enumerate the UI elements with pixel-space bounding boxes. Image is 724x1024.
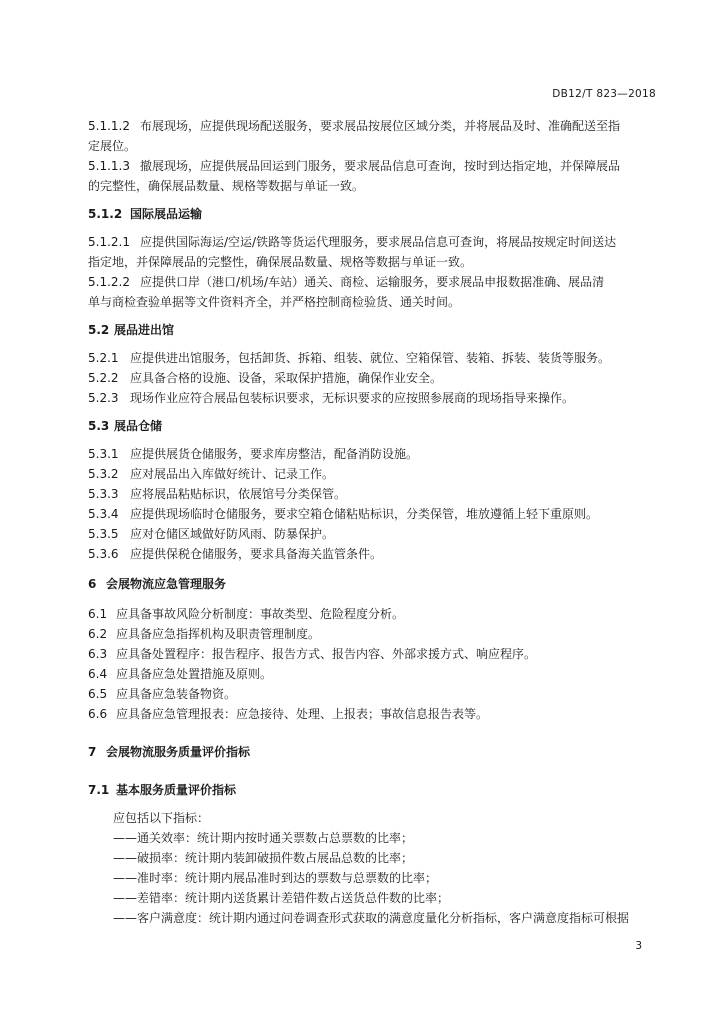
clause-5-3-1 (88, 446, 656, 462)
list-item (113, 830, 658, 846)
clause-6-6 (88, 706, 656, 722)
section-title: 国际展品运输 (130, 207, 203, 221)
list-item-text: ——差错率：统计期内送货累计差错件数占送货总件数的比率； (113, 891, 450, 905)
clause-number: 6.2 (88, 627, 108, 641)
clause-number: 5.3.1 (88, 447, 119, 461)
chapter-6-heading (88, 576, 656, 592)
section-number: 5.1.2 (88, 207, 123, 221)
clause-text: 应提供国际海运/空运/铁路等货运代理服务，要求展品信息可查询，将展品按规定时间送达 (140, 235, 617, 249)
clause-5-2-2 (88, 370, 656, 386)
list-item (113, 850, 658, 866)
clause-text: 应提供保税仓储服务，要求具备海关监管条件。 (130, 547, 383, 561)
clause-text: 应具备事故风险分析制度：事故类型、危险程度分析。 (116, 607, 405, 621)
section-number: 7.1 (88, 783, 110, 797)
clause-5-1-1-2 (88, 118, 656, 134)
section-5-3-heading (88, 418, 656, 434)
clause-number: 6.4 (88, 667, 108, 681)
clause-6-1 (88, 606, 656, 622)
clause-continuation (88, 178, 656, 194)
clause-number: 5.3.2 (88, 467, 119, 481)
clause-text: 现场作业应符合展品包装标识要求，无标识要求的应按照参展商的现场指导来操作。 (130, 391, 575, 405)
clause-number: 5.1.2.2 (88, 275, 130, 289)
clause-text: 应将展品粘贴标识，依展馆号分类保管。 (130, 487, 347, 501)
document-id-header: DB12/T 823—2018 (552, 88, 656, 100)
clause-5-2-1 (88, 350, 656, 366)
clause-text: 应具备合格的设施、设备，采取保护措施，确保作业安全。 (130, 371, 443, 385)
clause-text: 应提供进出馆服务，包括卸货、拆箱、组装、就位、空箱保管、装箱、拆装、装货等服务。 (130, 351, 611, 365)
section-number: 5.2 (88, 323, 110, 337)
clause-text: 应提供现场临时仓储服务，要求空箱仓储粘贴标识，分类保管，堆放遵循上轻下重原则。 (130, 507, 599, 521)
list-item-text: ——通关效率：统计期内按时通关票数占总票数的比率； (113, 831, 414, 845)
chapter-title: 会展物流应急管理服务 (106, 577, 227, 591)
clause-text: 布展现场，应提供现场配送服务，要求展品按展位区域分类，并将展品及时、准确配送至指 (140, 119, 621, 133)
clause-5-1-2-2 (88, 274, 656, 290)
clause-text: 应具备应急指挥机构及职责管理制度。 (116, 627, 321, 641)
clause-text: 应具备应急管理报表：应急接待、处理、上报表；事故信息报告表等。 (116, 707, 489, 721)
clause-number: 6.3 (88, 647, 108, 661)
clause-number: 6.6 (88, 707, 108, 721)
clause-text: 应具备应急装备物资。 (116, 687, 237, 701)
clause-text: 应具备处置程序：报告程序、报告方式、报告内容、外部求援方式、响应程序。 (116, 647, 537, 661)
list-intro-text: 应包括以下指标： (113, 811, 210, 825)
clause-5-1-2-1 (88, 234, 656, 250)
list-item-text: ——客户满意度：统计期内通过问卷调查形式获取的满意度量化分析指标，客户满意度指标可根据 (113, 911, 630, 925)
clause-6-3 (88, 646, 656, 662)
clause-5-3-6 (88, 546, 656, 562)
clause-text: 撤展现场，应提供展品回运到门服务，要求展品信息可查询，按时到达指定地，并保障展品 (140, 159, 621, 173)
clause-number: 5.3.6 (88, 547, 119, 561)
section-number: 5.3 (88, 419, 110, 433)
clause-number: 5.2.2 (88, 371, 119, 385)
clause-number: 5.3.3 (88, 487, 119, 501)
chapter-number: 6 (88, 577, 97, 591)
section-7-1-heading (88, 782, 656, 798)
clause-continuation (88, 254, 656, 270)
clause-5-3-2 (88, 466, 656, 482)
clause-number: 5.3.4 (88, 507, 119, 521)
clause-text: 定展位。 (88, 139, 137, 153)
clause-5-3-4 (88, 506, 656, 522)
list-item (113, 910, 658, 926)
clause-text: 应提供口岸（港口/机场/车站）通关、商检、运输服务，要求展品申报数据准确、展品清 (140, 275, 605, 289)
clause-6-5 (88, 686, 656, 702)
clause-number: 5.1.1.3 (88, 159, 130, 173)
clause-number: 6.1 (88, 607, 108, 621)
clause-number: 5.1.2.1 (88, 235, 130, 249)
list-intro (113, 810, 658, 826)
section-title: 基本服务质量评价指标 (116, 783, 237, 797)
clause-text: 的完整性，确保展品数量、规格等数据与单证一致。 (88, 179, 365, 193)
chapter-number: 7 (88, 745, 97, 759)
clause-number: 5.1.1.2 (88, 119, 130, 133)
section-title: 展品仓储 (114, 419, 163, 433)
clause-6-4 (88, 666, 656, 682)
clause-number: 5.3.5 (88, 527, 119, 541)
clause-5-3-3 (88, 486, 656, 502)
clause-text: 应对展品出入库做好统计、记录工作。 (130, 467, 335, 481)
clause-6-2 (88, 626, 656, 642)
section-5-2-heading (88, 322, 656, 338)
clause-continuation (88, 294, 656, 310)
clause-text: 指定地，并保障展品的完整性，确保展品数量、规格等数据与单证一致。 (88, 255, 473, 269)
clause-number: 5.2.3 (88, 391, 119, 405)
section-5-1-2-heading (88, 206, 656, 222)
clause-5-3-5 (88, 526, 656, 542)
clause-text: 单与商检查验单据等文件资料齐全，并严格控制商检验货、通关时间。 (88, 295, 461, 309)
clause-5-2-3 (88, 390, 656, 406)
list-item (113, 890, 658, 906)
clause-number: 6.5 (88, 687, 108, 701)
page-number: 3 (635, 940, 642, 952)
section-title: 展品进出馆 (114, 323, 175, 337)
clause-text: 应提供展货仓储服务，要求库房整洁，配备消防设施。 (130, 447, 419, 461)
list-item-text: ——准时率：统计期内展品准时到达的票数与总票数的比率； (113, 871, 438, 885)
clause-5-1-1-3 (88, 158, 656, 174)
list-item (113, 870, 658, 886)
chapter-title: 会展物流服务质量评价指标 (106, 745, 251, 759)
clause-continuation (88, 138, 656, 154)
list-item-text: ——破损率：统计期内装卸破损件数占展品总数的比率； (113, 851, 414, 865)
chapter-7-heading (88, 744, 656, 760)
clause-text: 应具备应急处置措施及原则。 (116, 667, 273, 681)
clause-text: 应对仓储区域做好防风雨、防暴保护。 (130, 527, 335, 541)
clause-number: 5.2.1 (88, 351, 119, 365)
